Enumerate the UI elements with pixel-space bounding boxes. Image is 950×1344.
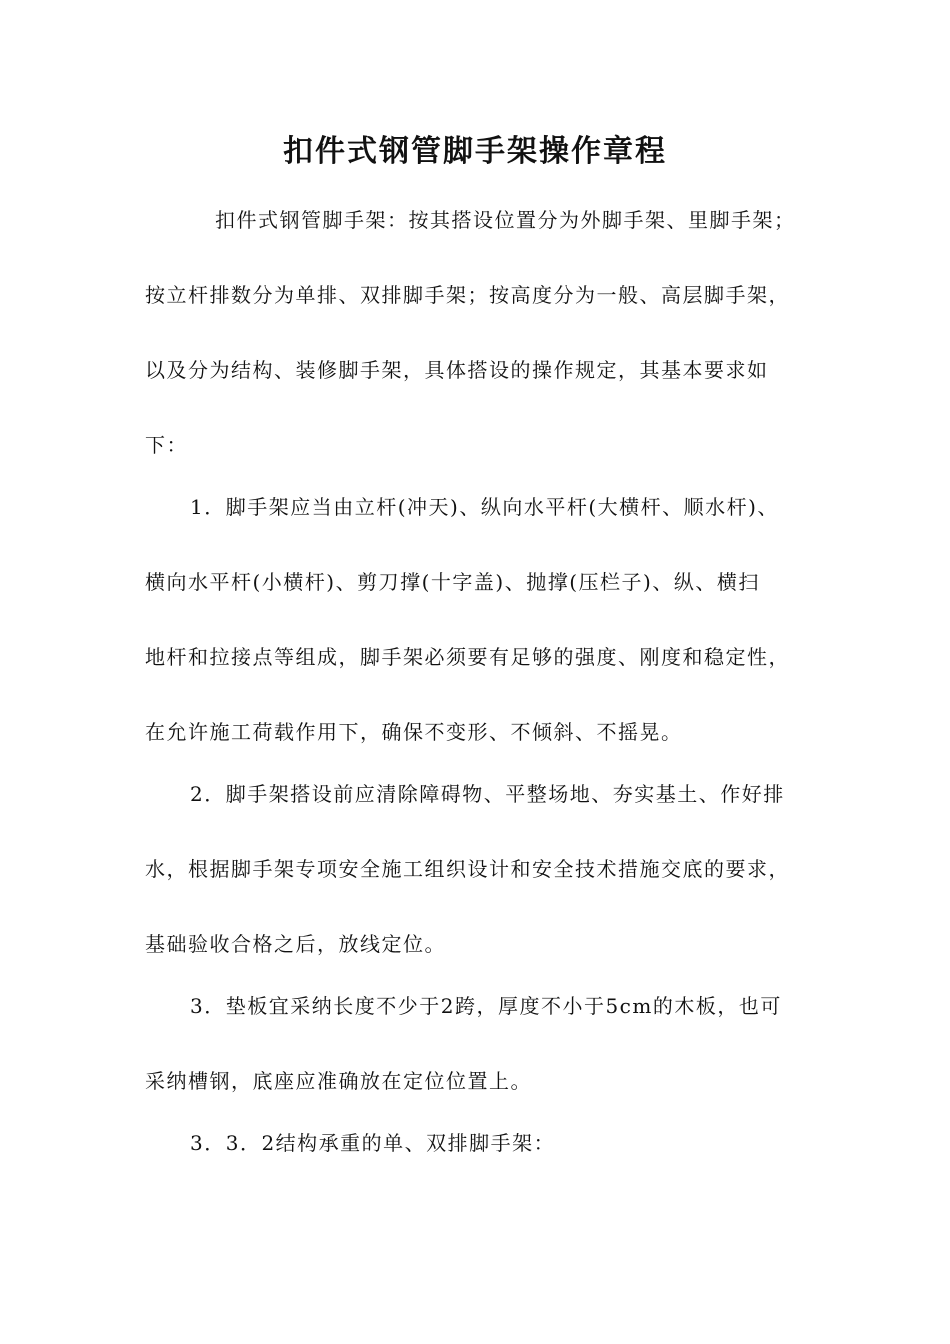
paragraph-line: 基础验收合格之后，放线定位。: [145, 932, 446, 956]
paragraph-line: 3．3．2结构承重的单、双排脚手架：: [190, 1131, 556, 1155]
paragraph-line: 横向水平杆(小横杆)、剪刀撑(十字盖)、抛撑(压栏子)、纵、横扫: [145, 570, 760, 594]
paragraph-line: 1．脚手架应当由立杆(冲天)、纵向水平杆(大横杆、顺水杆)、: [190, 495, 779, 519]
paragraph-line: 3．垫板宜采纳长度不少于2跨，厚度不小于5cm的木板，也可: [190, 994, 782, 1018]
paragraph-line: 水，根据脚手架专项安全施工组织设计和安全技术措施交底的要求，: [145, 857, 790, 881]
paragraph-line: 按立杆排数分为单排、双排脚手架；按高度分为一般、高层脚手架，: [145, 283, 790, 307]
paragraph-line: 以及分为结构、装修脚手架，具体搭设的操作规定，其基本要求如: [145, 358, 769, 382]
document-title: 扣件式钢管脚手架操作章程: [283, 134, 667, 169]
paragraph-line: 地杆和拉接点等组成，脚手架必须要有足够的强度、刚度和稳定性，: [145, 645, 790, 669]
paragraph-line: 2．脚手架搭设前应清除障碍物、平整场地、夯实基土、作好排: [190, 782, 785, 806]
paragraph-line: 在允许施工荷载作用下，确保不变形、不倾斜、不摇晃。: [145, 720, 683, 744]
paragraph-line: 采纳槽钢，底座应准确放在定位位置上。: [145, 1069, 532, 1093]
paragraph-line: 下：: [145, 433, 188, 457]
paragraph-line: 扣件式钢管脚手架：按其搭设位置分为外脚手架、里脚手架；: [215, 208, 796, 232]
